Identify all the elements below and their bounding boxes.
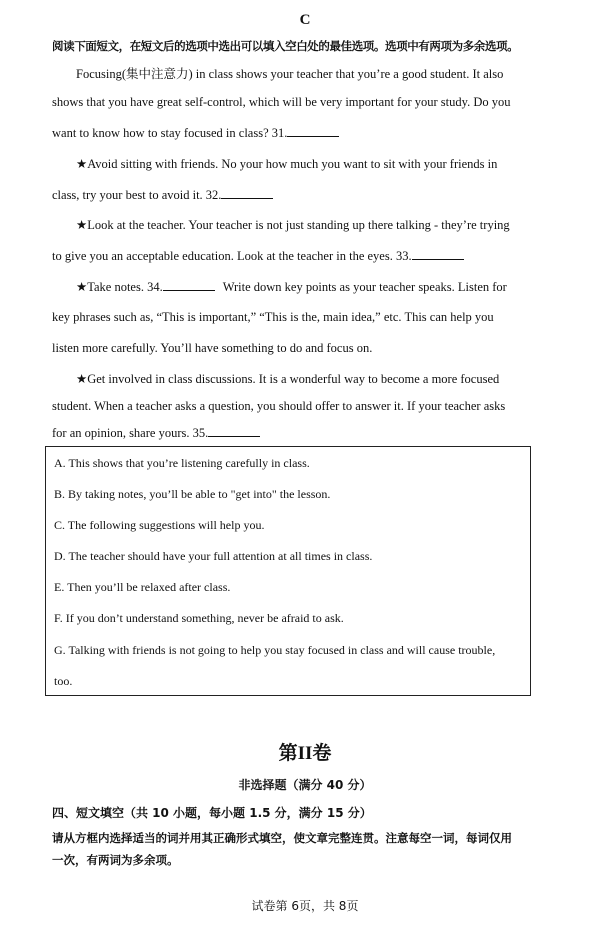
- option-c: C. The following suggestions will help you.: [54, 518, 265, 532]
- answer-blank-34[interactable]: [163, 279, 215, 291]
- option-b: B. By taking notes, you’ll be able to "get into" the lesson.: [54, 487, 331, 501]
- answer-blank-32[interactable]: [221, 187, 273, 199]
- passage-line: [52, 248, 464, 264]
- option-f: F. If you don’t understand something, never be afraid to ask.: [54, 611, 344, 625]
- answer-blank-31[interactable]: [287, 125, 339, 137]
- option-d: D. The teacher should have your full attention at all times in class.: [54, 549, 373, 563]
- volume-title: 第II卷: [278, 743, 332, 764]
- passage-text: Write down key points as your teacher speaks. Listen for: [222, 280, 507, 294]
- passage-line: listen more carefully. You’ll have something to do and focus on.: [52, 341, 373, 355]
- part-title: 四、短文填空（共 10 小题，每小题 1.5 分，满分 15 分）: [52, 806, 372, 820]
- passage-text: ★Take notes. 34.: [76, 280, 163, 294]
- passage-text: for an opinion, share yours. 35.: [52, 426, 209, 440]
- passage-line: Focusing(集中注意力) in class shows your teacher that you’re a good student. It also: [76, 67, 504, 81]
- part-instruction: 请从方框内选择适当的词并用其正确形式填空，使文章完整连贯。注意每空一词，每词仅用一次，有两词为多余项。: [52, 831, 512, 867]
- passage-line: ★Get involved in class discussions. It is a wonderful way to become a more focused: [76, 372, 500, 386]
- answer-blank-35[interactable]: [208, 425, 260, 437]
- option-e: E. Then you’ll be relaxed after class.: [54, 580, 231, 594]
- option-a: A. This shows that you’re listening carefully in class.: [54, 456, 310, 470]
- option-g: G. Talking with friends is not going to help you stay focused in class and will cause trouble,: [54, 643, 496, 657]
- answer-blank-33[interactable]: [412, 248, 464, 260]
- passage-line: [52, 425, 260, 441]
- passage-line: key phrases such as, “This is important,” “This is the, main idea,” etc. This can help you: [52, 310, 494, 324]
- passage-line: [76, 279, 507, 295]
- passage-line: shows that you have great self-control, which will be very important for your study. Do you: [52, 95, 511, 109]
- option-g-cont: too.: [54, 674, 73, 688]
- passage-text: class, try your best to avoid it. 32.: [52, 188, 222, 202]
- passage-line: student. When a teacher asks a question, you should offer to answer it. If your teacher asks: [52, 399, 506, 413]
- reading-instruction: 阅读下面短文，在短文后的选项中选出可以填入空白处的最佳选项。选项中有两项为多余选项。: [52, 39, 519, 53]
- page-footer: 试卷第 6页，共 8页: [251, 899, 359, 913]
- section-letter: C: [299, 12, 311, 28]
- passage-line: [52, 125, 339, 141]
- passage-text: to give you an acceptable education. Look at the teacher in the eyes. 33.: [52, 249, 412, 263]
- options-box: [45, 446, 531, 696]
- passage-line: ★Look at the teacher. Your teacher is not just standing up there talking - they’re trying: [76, 218, 510, 232]
- passage-text: want to know how to stay focused in class? 31.: [52, 126, 288, 140]
- passage-line: [52, 187, 273, 203]
- volume-subtitle: 非选择题（满分 40 分）: [238, 778, 372, 792]
- passage-line: ★Avoid sitting with friends. No your how much you want to sit with your friends in: [76, 157, 498, 171]
